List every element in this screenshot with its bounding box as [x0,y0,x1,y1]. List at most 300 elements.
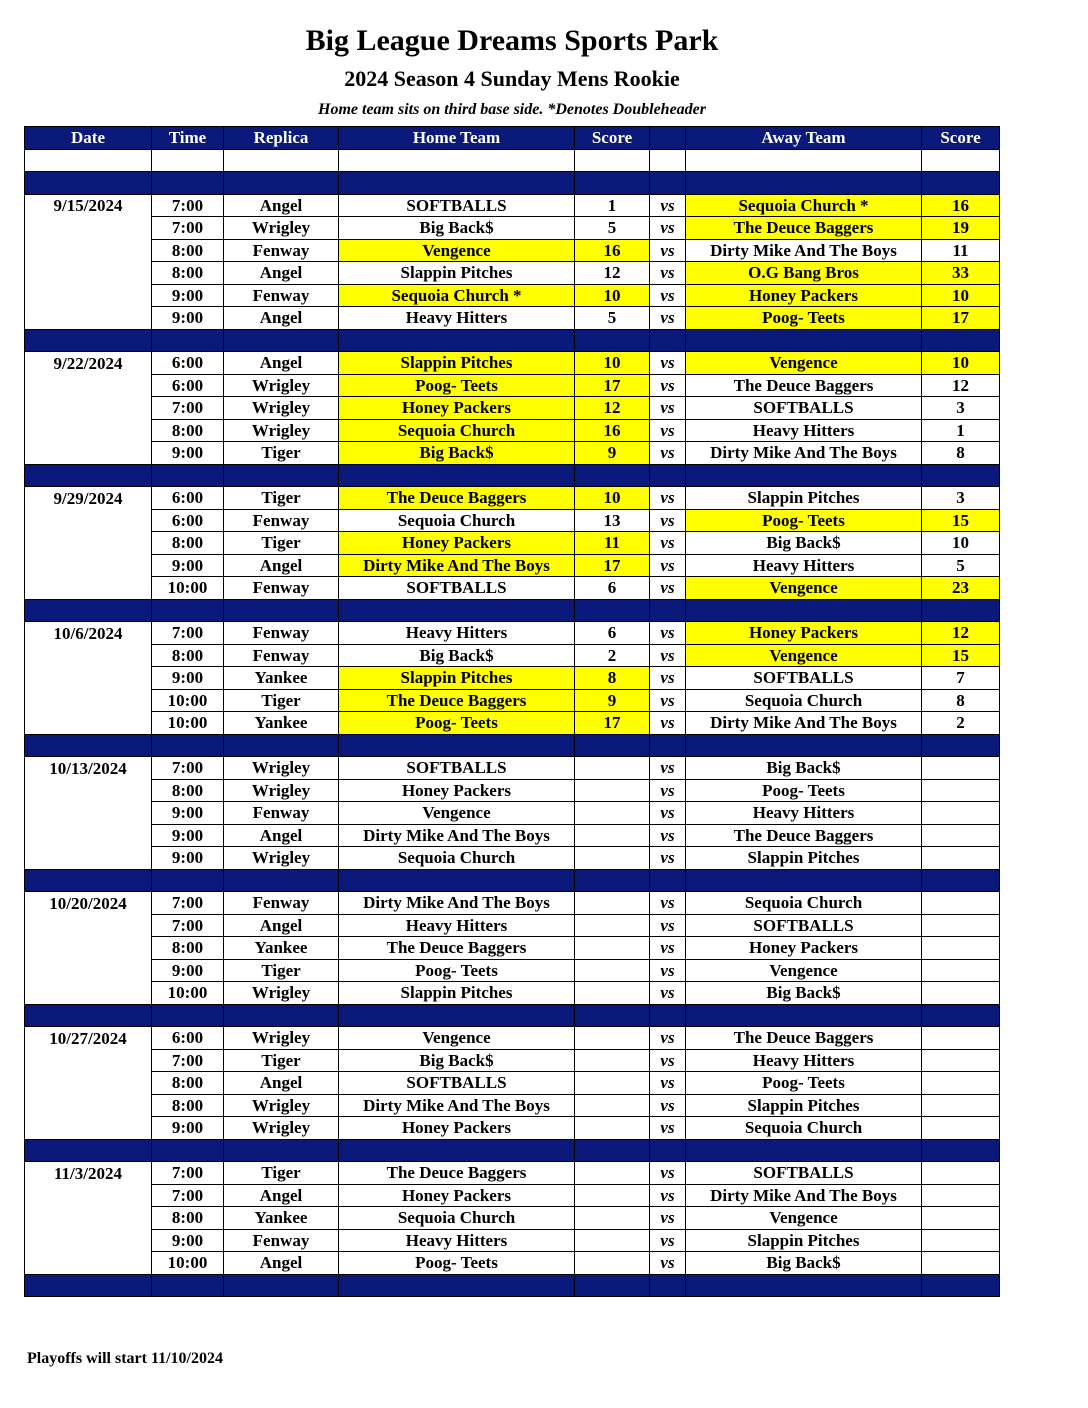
empty-cell [224,869,339,892]
game-field: Wrigley [224,374,339,397]
game-time: 7:00 [152,194,224,217]
vs-label: vs [650,757,686,780]
away-team: Big Back$ [686,982,922,1005]
away-score [922,1229,1000,1252]
game-time: 7:00 [152,914,224,937]
home-score [575,1117,650,1140]
empty-cell [575,1274,650,1297]
away-team: Dirty Mike And The Boys [686,442,922,465]
empty-cell [152,149,224,172]
game-time: 6:00 [152,1027,224,1050]
empty-cell [25,599,152,622]
home-team: Dirty Mike And The Boys [339,554,575,577]
home-team: SOFTBALLS [339,577,575,600]
column-header-time: Time [152,127,224,150]
game-time: 6:00 [152,374,224,397]
empty-cell [686,329,922,352]
game-date: 9/22/2024 [25,352,152,375]
empty-cell [575,464,650,487]
game-date [25,239,152,262]
empty-cell [25,329,152,352]
empty-cell [575,149,650,172]
game-date [25,374,152,397]
game-time: 7:00 [152,397,224,420]
vs-label: vs [650,1184,686,1207]
home-team: Slappin Pitches [339,352,575,375]
game-row [25,847,1000,870]
game-date [25,1229,152,1252]
home-team: Dirty Mike And The Boys [339,892,575,915]
away-team: Sequoia Church * [686,194,922,217]
game-field: Fenway [224,577,339,600]
game-field: Fenway [224,509,339,532]
away-score: 7 [922,667,1000,690]
game-row [25,779,1000,802]
column-header-home-score: Score [575,127,650,150]
game-time: 8:00 [152,239,224,262]
away-team: Slappin Pitches [686,1229,922,1252]
game-date [25,1252,152,1275]
away-score [922,802,1000,825]
vs-label: vs [650,1094,686,1117]
empty-cell [922,1004,1000,1027]
game-date [25,419,152,442]
game-row [25,892,1000,915]
column-header-replica: Replica [224,127,339,150]
vs-label: vs [650,194,686,217]
week-separator-row [25,599,1000,622]
empty-cell [224,1004,339,1027]
empty-cell [152,464,224,487]
game-row [25,487,1000,510]
game-time: 7:00 [152,892,224,915]
away-score [922,1184,1000,1207]
game-row [25,689,1000,712]
game-date [25,284,152,307]
game-field: Angel [224,824,339,847]
away-team: SOFTBALLS [686,1162,922,1185]
home-score [575,914,650,937]
home-score [575,937,650,960]
game-row [25,239,1000,262]
empty-cell [575,1004,650,1027]
game-date [25,1184,152,1207]
game-field: Angel [224,194,339,217]
game-date [25,644,152,667]
game-date: 9/29/2024 [25,487,152,510]
home-team: SOFTBALLS [339,1072,575,1095]
game-field: Tiger [224,689,339,712]
home-team: Big Back$ [339,442,575,465]
away-team: The Deuce Baggers [686,374,922,397]
game-time: 9:00 [152,1117,224,1140]
home-score: 8 [575,667,650,690]
game-row [25,262,1000,285]
vs-label: vs [650,937,686,960]
home-team: SOFTBALLS [339,757,575,780]
vs-label: vs [650,239,686,262]
game-field: Tiger [224,532,339,555]
game-field: Angel [224,1184,339,1207]
vs-label: vs [650,667,686,690]
game-time: 8:00 [152,1207,224,1230]
schedule-note: Home team sits on third base side. *Denotes Doubleheader [318,101,706,118]
game-time: 10:00 [152,712,224,735]
empty-cell [650,1139,686,1162]
empty-cell [152,869,224,892]
game-row [25,914,1000,937]
away-team: Poog- Teets [686,509,922,532]
game-row [25,419,1000,442]
game-row [25,982,1000,1005]
away-score [922,779,1000,802]
game-time: 9:00 [152,284,224,307]
game-date [25,1072,152,1095]
away-team: Big Back$ [686,532,922,555]
home-score [575,1162,650,1185]
game-time: 6:00 [152,487,224,510]
home-score [575,1027,650,1050]
vs-label: vs [650,1117,686,1140]
away-score: 12 [922,622,1000,645]
game-field: Wrigley [224,757,339,780]
home-score: 9 [575,689,650,712]
home-score: 12 [575,397,650,420]
game-field: Wrigley [224,217,339,240]
away-score [922,1252,1000,1275]
game-time: 6:00 [152,352,224,375]
empty-cell [339,329,575,352]
away-team: Big Back$ [686,757,922,780]
empty-cell [339,599,575,622]
empty-cell [339,1139,575,1162]
game-date: 9/15/2024 [25,194,152,217]
vs-label: vs [650,217,686,240]
home-score: 16 [575,239,650,262]
empty-cell [339,464,575,487]
home-score: 10 [575,352,650,375]
empty-cell [152,329,224,352]
home-team: Poog- Teets [339,374,575,397]
away-team: Heavy Hitters [686,419,922,442]
game-row [25,194,1000,217]
game-field: Fenway [224,802,339,825]
vs-label: vs [650,982,686,1005]
empty-cell [152,1139,224,1162]
empty-cell [152,1004,224,1027]
game-time: 8:00 [152,262,224,285]
away-score [922,1072,1000,1095]
game-date [25,442,152,465]
empty-cell [339,172,575,195]
home-team: Heavy Hitters [339,307,575,330]
away-score: 11 [922,239,1000,262]
away-team: Sequoia Church [686,1117,922,1140]
vs-label: vs [650,779,686,802]
game-date [25,1094,152,1117]
empty-cell [686,869,922,892]
home-score [575,824,650,847]
away-team: The Deuce Baggers [686,217,922,240]
home-score: 6 [575,622,650,645]
game-row [25,554,1000,577]
game-date [25,577,152,600]
page-title: Big League Dreams Sports Park [305,24,719,57]
game-time: 7:00 [152,1049,224,1072]
empty-cell [922,464,1000,487]
home-team: Dirty Mike And The Boys [339,824,575,847]
home-score: 17 [575,712,650,735]
empty-cell [339,149,575,172]
away-score [922,847,1000,870]
game-time: 7:00 [152,622,224,645]
empty-cell [922,1274,1000,1297]
empty-cell [686,734,922,757]
game-row [25,217,1000,240]
game-time: 10:00 [152,1252,224,1275]
empty-cell [922,599,1000,622]
game-row [25,1094,1000,1117]
away-team: Vengence [686,1207,922,1230]
home-team: Sequoia Church [339,509,575,532]
game-row [25,1072,1000,1095]
home-score [575,847,650,870]
empty-cell [575,329,650,352]
home-team: Dirty Mike And The Boys [339,1094,575,1117]
home-team: Poog- Teets [339,1252,575,1275]
game-date [25,262,152,285]
week-separator-row [25,1139,1000,1162]
game-field: Angel [224,554,339,577]
game-row [25,1162,1000,1185]
week-separator-row [25,1274,1000,1297]
column-header-away-score: Score [922,127,1000,150]
vs-label: vs [650,1252,686,1275]
empty-cell [686,1004,922,1027]
home-team: Sequoia Church [339,847,575,870]
game-row [25,757,1000,780]
empty-cell [686,599,922,622]
game-time: 10:00 [152,982,224,1005]
empty-cell [922,329,1000,352]
week-separator-row [25,464,1000,487]
game-time: 8:00 [152,1094,224,1117]
away-score [922,1117,1000,1140]
game-date [25,667,152,690]
game-time: 9:00 [152,824,224,847]
game-field: Yankee [224,667,339,690]
game-field: Wrigley [224,397,339,420]
vs-label: vs [650,847,686,870]
home-team: Heavy Hitters [339,1229,575,1252]
game-row [25,824,1000,847]
away-team: Heavy Hitters [686,554,922,577]
game-time: 8:00 [152,1072,224,1095]
game-date [25,554,152,577]
away-team: Honey Packers [686,284,922,307]
game-date [25,1117,152,1140]
away-team: Vengence [686,959,922,982]
away-team: Honey Packers [686,622,922,645]
empty-cell [922,172,1000,195]
empty-cell [224,734,339,757]
away-score [922,1207,1000,1230]
game-time: 9:00 [152,554,224,577]
away-score: 5 [922,554,1000,577]
week-separator-row [25,172,1000,195]
home-team: Slappin Pitches [339,982,575,1005]
vs-label: vs [650,284,686,307]
game-field: Angel [224,1072,339,1095]
empty-cell [650,869,686,892]
game-date [25,307,152,330]
game-field: Fenway [224,284,339,307]
game-time: 8:00 [152,937,224,960]
game-row [25,509,1000,532]
home-score [575,892,650,915]
vs-label: vs [650,1049,686,1072]
game-row [25,937,1000,960]
vs-label: vs [650,397,686,420]
home-team: Sequoia Church * [339,284,575,307]
away-team: Vengence [686,644,922,667]
home-score: 17 [575,554,650,577]
game-row [25,397,1000,420]
empty-cell [224,599,339,622]
empty-cell [152,734,224,757]
home-team: Sequoia Church [339,419,575,442]
empty-cell [224,172,339,195]
game-row [25,352,1000,375]
home-score [575,802,650,825]
game-time: 8:00 [152,419,224,442]
game-field: Yankee [224,712,339,735]
empty-cell [922,869,1000,892]
home-score [575,1049,650,1072]
away-team: Dirty Mike And The Boys [686,1184,922,1207]
home-score: 11 [575,532,650,555]
away-score [922,982,1000,1005]
empty-cell [650,599,686,622]
game-date [25,847,152,870]
game-time: 7:00 [152,1184,224,1207]
vs-label: vs [650,419,686,442]
empty-cell [25,1139,152,1162]
home-team: Vengence [339,1027,575,1050]
empty-cell [686,464,922,487]
column-header-away-team: Away Team [686,127,922,150]
game-date [25,712,152,735]
empty-cell [224,329,339,352]
empty-cell [152,172,224,195]
home-score [575,1229,650,1252]
away-score [922,757,1000,780]
empty-cell [575,172,650,195]
vs-label: vs [650,1207,686,1230]
home-team: Sequoia Church [339,1207,575,1230]
game-time: 9:00 [152,847,224,870]
game-field: Angel [224,262,339,285]
game-field: Wrigley [224,1117,339,1140]
game-row [25,374,1000,397]
vs-label: vs [650,352,686,375]
home-team: Slappin Pitches [339,262,575,285]
home-team: The Deuce Baggers [339,487,575,510]
game-time: 9:00 [152,307,224,330]
home-team: Honey Packers [339,1117,575,1140]
game-row [25,1207,1000,1230]
game-row [25,1049,1000,1072]
vs-label: vs [650,644,686,667]
away-score: 15 [922,644,1000,667]
vs-label: vs [650,1162,686,1185]
away-team: Vengence [686,577,922,600]
game-date [25,1207,152,1230]
empty-cell [339,734,575,757]
vs-label: vs [650,959,686,982]
home-team: Honey Packers [339,532,575,555]
away-team: Slappin Pitches [686,487,922,510]
away-team: Dirty Mike And The Boys [686,239,922,262]
game-date [25,802,152,825]
game-date [25,937,152,960]
game-date [25,1049,152,1072]
away-score: 8 [922,442,1000,465]
vs-label: vs [650,712,686,735]
empty-cell [25,172,152,195]
game-time: 10:00 [152,689,224,712]
game-date: 10/6/2024 [25,622,152,645]
away-score: 3 [922,487,1000,510]
away-score: 8 [922,689,1000,712]
away-score [922,959,1000,982]
game-row [25,1229,1000,1252]
empty-cell [224,149,339,172]
game-time: 10:00 [152,577,224,600]
home-score [575,1094,650,1117]
game-time: 7:00 [152,217,224,240]
game-date [25,982,152,1005]
game-field: Fenway [224,239,339,262]
game-field: Fenway [224,892,339,915]
empty-cell [152,599,224,622]
away-score: 33 [922,262,1000,285]
game-row [25,667,1000,690]
week-separator-row [25,1004,1000,1027]
away-team: The Deuce Baggers [686,824,922,847]
home-team: The Deuce Baggers [339,937,575,960]
vs-label: vs [650,689,686,712]
game-row [25,307,1000,330]
game-field: Yankee [224,1207,339,1230]
game-row [25,1027,1000,1050]
empty-cell [224,1139,339,1162]
home-score: 9 [575,442,650,465]
empty-cell [152,1274,224,1297]
home-team: Vengence [339,802,575,825]
game-field: Fenway [224,622,339,645]
game-date: 11/3/2024 [25,1162,152,1185]
schedule-body [25,149,1000,1297]
empty-cell [339,1004,575,1027]
game-date [25,959,152,982]
empty-cell [25,464,152,487]
home-score: 16 [575,419,650,442]
away-team: Sequoia Church [686,689,922,712]
empty-cell [922,1139,1000,1162]
away-score: 10 [922,284,1000,307]
game-field: Wrigley [224,982,339,1005]
